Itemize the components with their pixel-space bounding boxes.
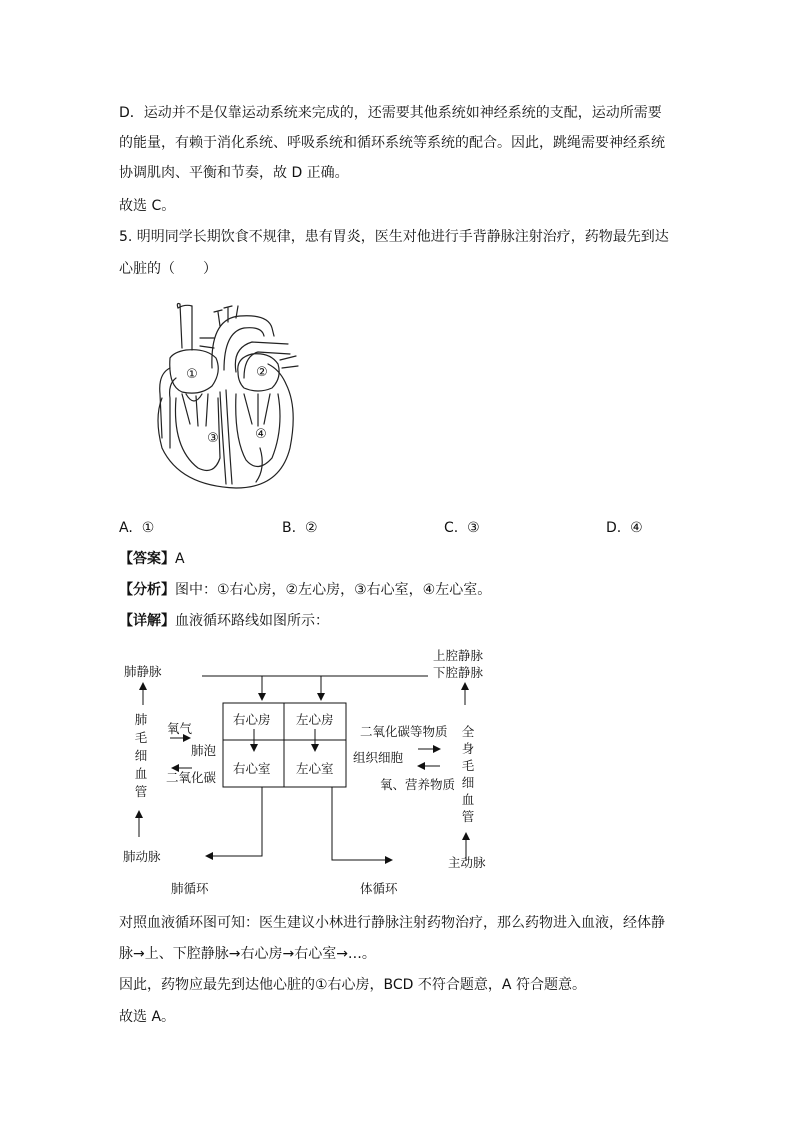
heart-diagram bbox=[140, 298, 310, 496]
alveoli-label: 肺泡 bbox=[191, 743, 217, 758]
conclusion-line-1: 对照血液循环图可知：医生建议小林进行静脉注射药物治疗，那么药物进入血液，经体静 bbox=[119, 915, 665, 931]
heart-label-1: ① bbox=[186, 367, 198, 382]
detail-line bbox=[119, 611, 329, 631]
section-d-line-2: 的能量，有赖于消化系统、呼吸系统和循环系统等系统的配合。因此，跳绳需要神经系统 bbox=[119, 135, 665, 151]
aorta-label: 主动脉 bbox=[448, 855, 486, 870]
option-b: B. ② bbox=[282, 520, 318, 536]
answer-line bbox=[119, 549, 185, 569]
question-line-2: 心脏的（ ） bbox=[119, 261, 217, 277]
section-d-line-3: 协调肌肉、平衡和节奏，故 D 正确。 bbox=[119, 165, 349, 181]
svg-text:管: 管 bbox=[461, 809, 475, 824]
svg-text:血: 血 bbox=[461, 792, 475, 807]
section-d-line-1: D．运动并不是仅靠运动系统来完成的，还需要其他系统如神经系统的支配，运动所需要 bbox=[119, 105, 662, 121]
superior-vena-cava-label: 上腔静脉 bbox=[433, 648, 484, 663]
detail-tag: 【详解】 bbox=[119, 613, 175, 629]
svg-text:身: 身 bbox=[461, 741, 475, 756]
analysis-text: 图中：①右心房，②左心房，③右心室，④左心室。 bbox=[175, 582, 492, 598]
svg-text:全: 全 bbox=[461, 724, 475, 739]
analysis-tag: 【分析】 bbox=[119, 582, 175, 598]
conclusion-line-2: 脉→上、下腔静脉→右心房→右心室→…。 bbox=[119, 946, 376, 962]
analysis-line bbox=[119, 580, 491, 600]
co2-substances-label: 二氧化碳等物质 bbox=[360, 724, 448, 739]
option-a: A. ① bbox=[119, 520, 155, 536]
systemic-circulation-label: 体循环 bbox=[360, 881, 398, 896]
inferior-vena-cava-label: 下腔静脉 bbox=[433, 665, 484, 680]
answer-value: A bbox=[175, 551, 185, 567]
option-c: C. ③ bbox=[444, 520, 480, 536]
oxygen-label: 氧气 bbox=[167, 721, 193, 736]
svg-text:细: 细 bbox=[134, 748, 148, 763]
svg-text:毛: 毛 bbox=[461, 758, 475, 773]
co2-label: 二氧化碳 bbox=[166, 770, 217, 785]
option-d: D. ④ bbox=[606, 520, 643, 536]
heart-label-3: ③ bbox=[207, 431, 219, 446]
svg-text:血: 血 bbox=[134, 766, 148, 781]
tissue-cells-label: 组织细胞 bbox=[353, 750, 404, 765]
heart-label-2: ② bbox=[256, 365, 268, 380]
svg-text:肺: 肺 bbox=[134, 712, 148, 727]
pulmonary-circulation-label: 肺循环 bbox=[171, 881, 209, 896]
pulmonary-vein-label: 肺静脉 bbox=[124, 664, 162, 679]
left-ventricle-label: 左心室 bbox=[296, 761, 334, 776]
answer-tag: 【答案】 bbox=[119, 551, 175, 567]
svg-text:毛: 毛 bbox=[134, 730, 148, 745]
final-answer: 故选 A。 bbox=[119, 1009, 176, 1025]
detail-text: 血液循环路线如图所示： bbox=[175, 613, 329, 629]
body-capillary-label bbox=[462, 724, 475, 824]
conclusion-line-3: 因此，药物应最先到达他心脏的①右心房，BCD 不符合题意，A 符合题意。 bbox=[119, 977, 586, 993]
oxygen-nutrients-label: 氧、营养物质 bbox=[380, 777, 456, 792]
question-line-1: 5. 明明同学长期饮食不规律，患有胃炎，医生对他进行手背静脉注射治疗，药物最先到达 bbox=[119, 229, 669, 245]
heart-label-4: ④ bbox=[255, 427, 267, 442]
section-d-conclusion: 故选 C。 bbox=[119, 198, 176, 214]
pulmonary-artery-label: 肺动脉 bbox=[123, 849, 161, 864]
right-ventricle-label: 右心室 bbox=[233, 761, 271, 776]
left-atrium-label: 左心房 bbox=[296, 712, 334, 727]
right-atrium-label: 右心房 bbox=[233, 712, 271, 727]
pulmonary-capillary-label bbox=[135, 712, 148, 799]
svg-text:细: 细 bbox=[461, 775, 475, 790]
circulation-diagram bbox=[110, 645, 500, 900]
svg-text:管: 管 bbox=[134, 784, 148, 799]
